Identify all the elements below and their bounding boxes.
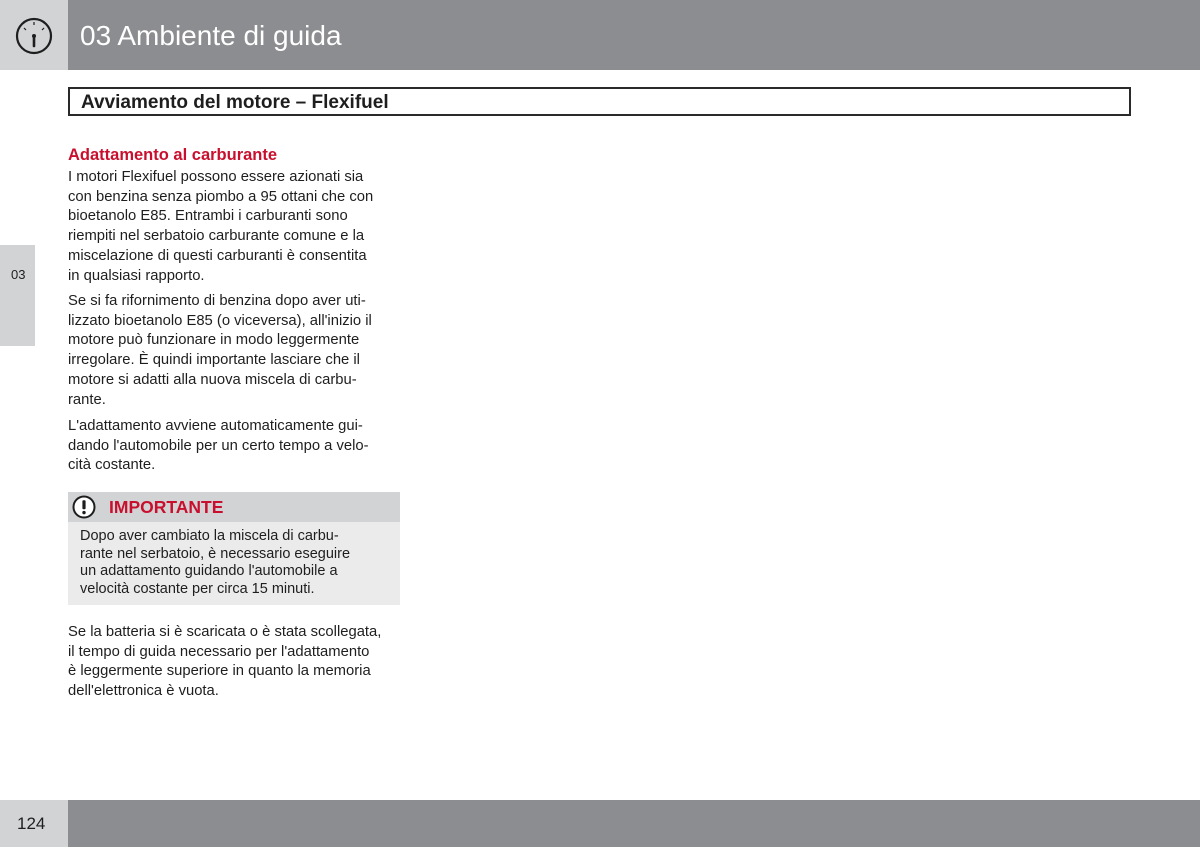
page-number-box	[0, 800, 68, 847]
text-line: cità costante.	[68, 457, 156, 474]
text-line: il tempo di guida necessario per l'adattamento	[68, 643, 370, 660]
text-line: un adattamento guidando l'automobile a	[80, 563, 338, 579]
section-title: Avviamento del motore – Flexifuel	[81, 92, 389, 113]
text-line: dell'elettronica è vuota.	[68, 683, 219, 700]
page-number: 124	[17, 814, 46, 833]
text-line: in qualsiasi rapporto.	[68, 267, 205, 284]
paragraph-3	[68, 417, 408, 476]
text-line: motore si adatti alla nuova miscela di carbu-	[68, 371, 357, 388]
important-notice-box	[68, 492, 400, 605]
subheading: Adattamento al carburante	[68, 146, 278, 164]
footer-bar	[68, 800, 1200, 847]
text-line: bioetanolo E85. Entrambi i carburanti sono	[68, 208, 348, 225]
text-line: è leggermente superiore in quanto la memoria	[68, 663, 371, 680]
section-title-box	[68, 87, 1131, 116]
text-line: dando l'automobile per un certo tempo a velo-	[68, 437, 369, 454]
exclamation-circle-icon	[72, 495, 96, 519]
text-line: con benzina senza piombo a 95 ottani che con	[68, 188, 374, 205]
paragraph-1	[68, 168, 408, 286]
text-line: velocità costante per circa 15 minuti.	[80, 580, 315, 597]
text-line: I motori Flexifuel possono essere azionati sia	[68, 169, 364, 185]
chapter-side-tab	[0, 245, 35, 346]
text-line: lizzato bioetanolo E85 (o viceversa), all'inizio il	[68, 312, 372, 329]
text-line: Se la batteria si è scaricata o è stata scollegata,	[68, 624, 382, 640]
important-label: IMPORTANTE	[109, 497, 224, 517]
paragraph-2	[68, 292, 408, 410]
chapter-header-bar	[68, 0, 1200, 70]
important-notice-header	[68, 492, 400, 522]
text-line: Se si fa rifornimento di benzina dopo aver uti-	[68, 293, 366, 309]
text-line: riempiti nel serbatoio carburante comune e la	[68, 228, 365, 245]
important-text	[80, 528, 396, 598]
paragraph-4	[68, 623, 408, 702]
text-line: miscelazione di questi carburanti è consentita	[68, 247, 367, 264]
text-line: Dopo aver cambiato la miscela di carbu-	[80, 528, 339, 544]
text-line: rante nel serbatoio, è necessario eseguire	[80, 545, 351, 562]
chapter-title: 03 Ambiente di guida	[80, 20, 342, 51]
text-line: irregolare. È quindi importante lasciare che il	[68, 352, 360, 369]
chapter-icon-box	[0, 0, 68, 70]
chapter-side-tab-label: 03	[11, 267, 26, 282]
text-line: L'adattamento avviene automaticamente gui-	[68, 418, 363, 434]
text-line: rante.	[68, 391, 106, 408]
speedometer-gauge-icon	[15, 17, 53, 55]
text-line: motore può funzionare in modo leggermente	[68, 332, 360, 349]
